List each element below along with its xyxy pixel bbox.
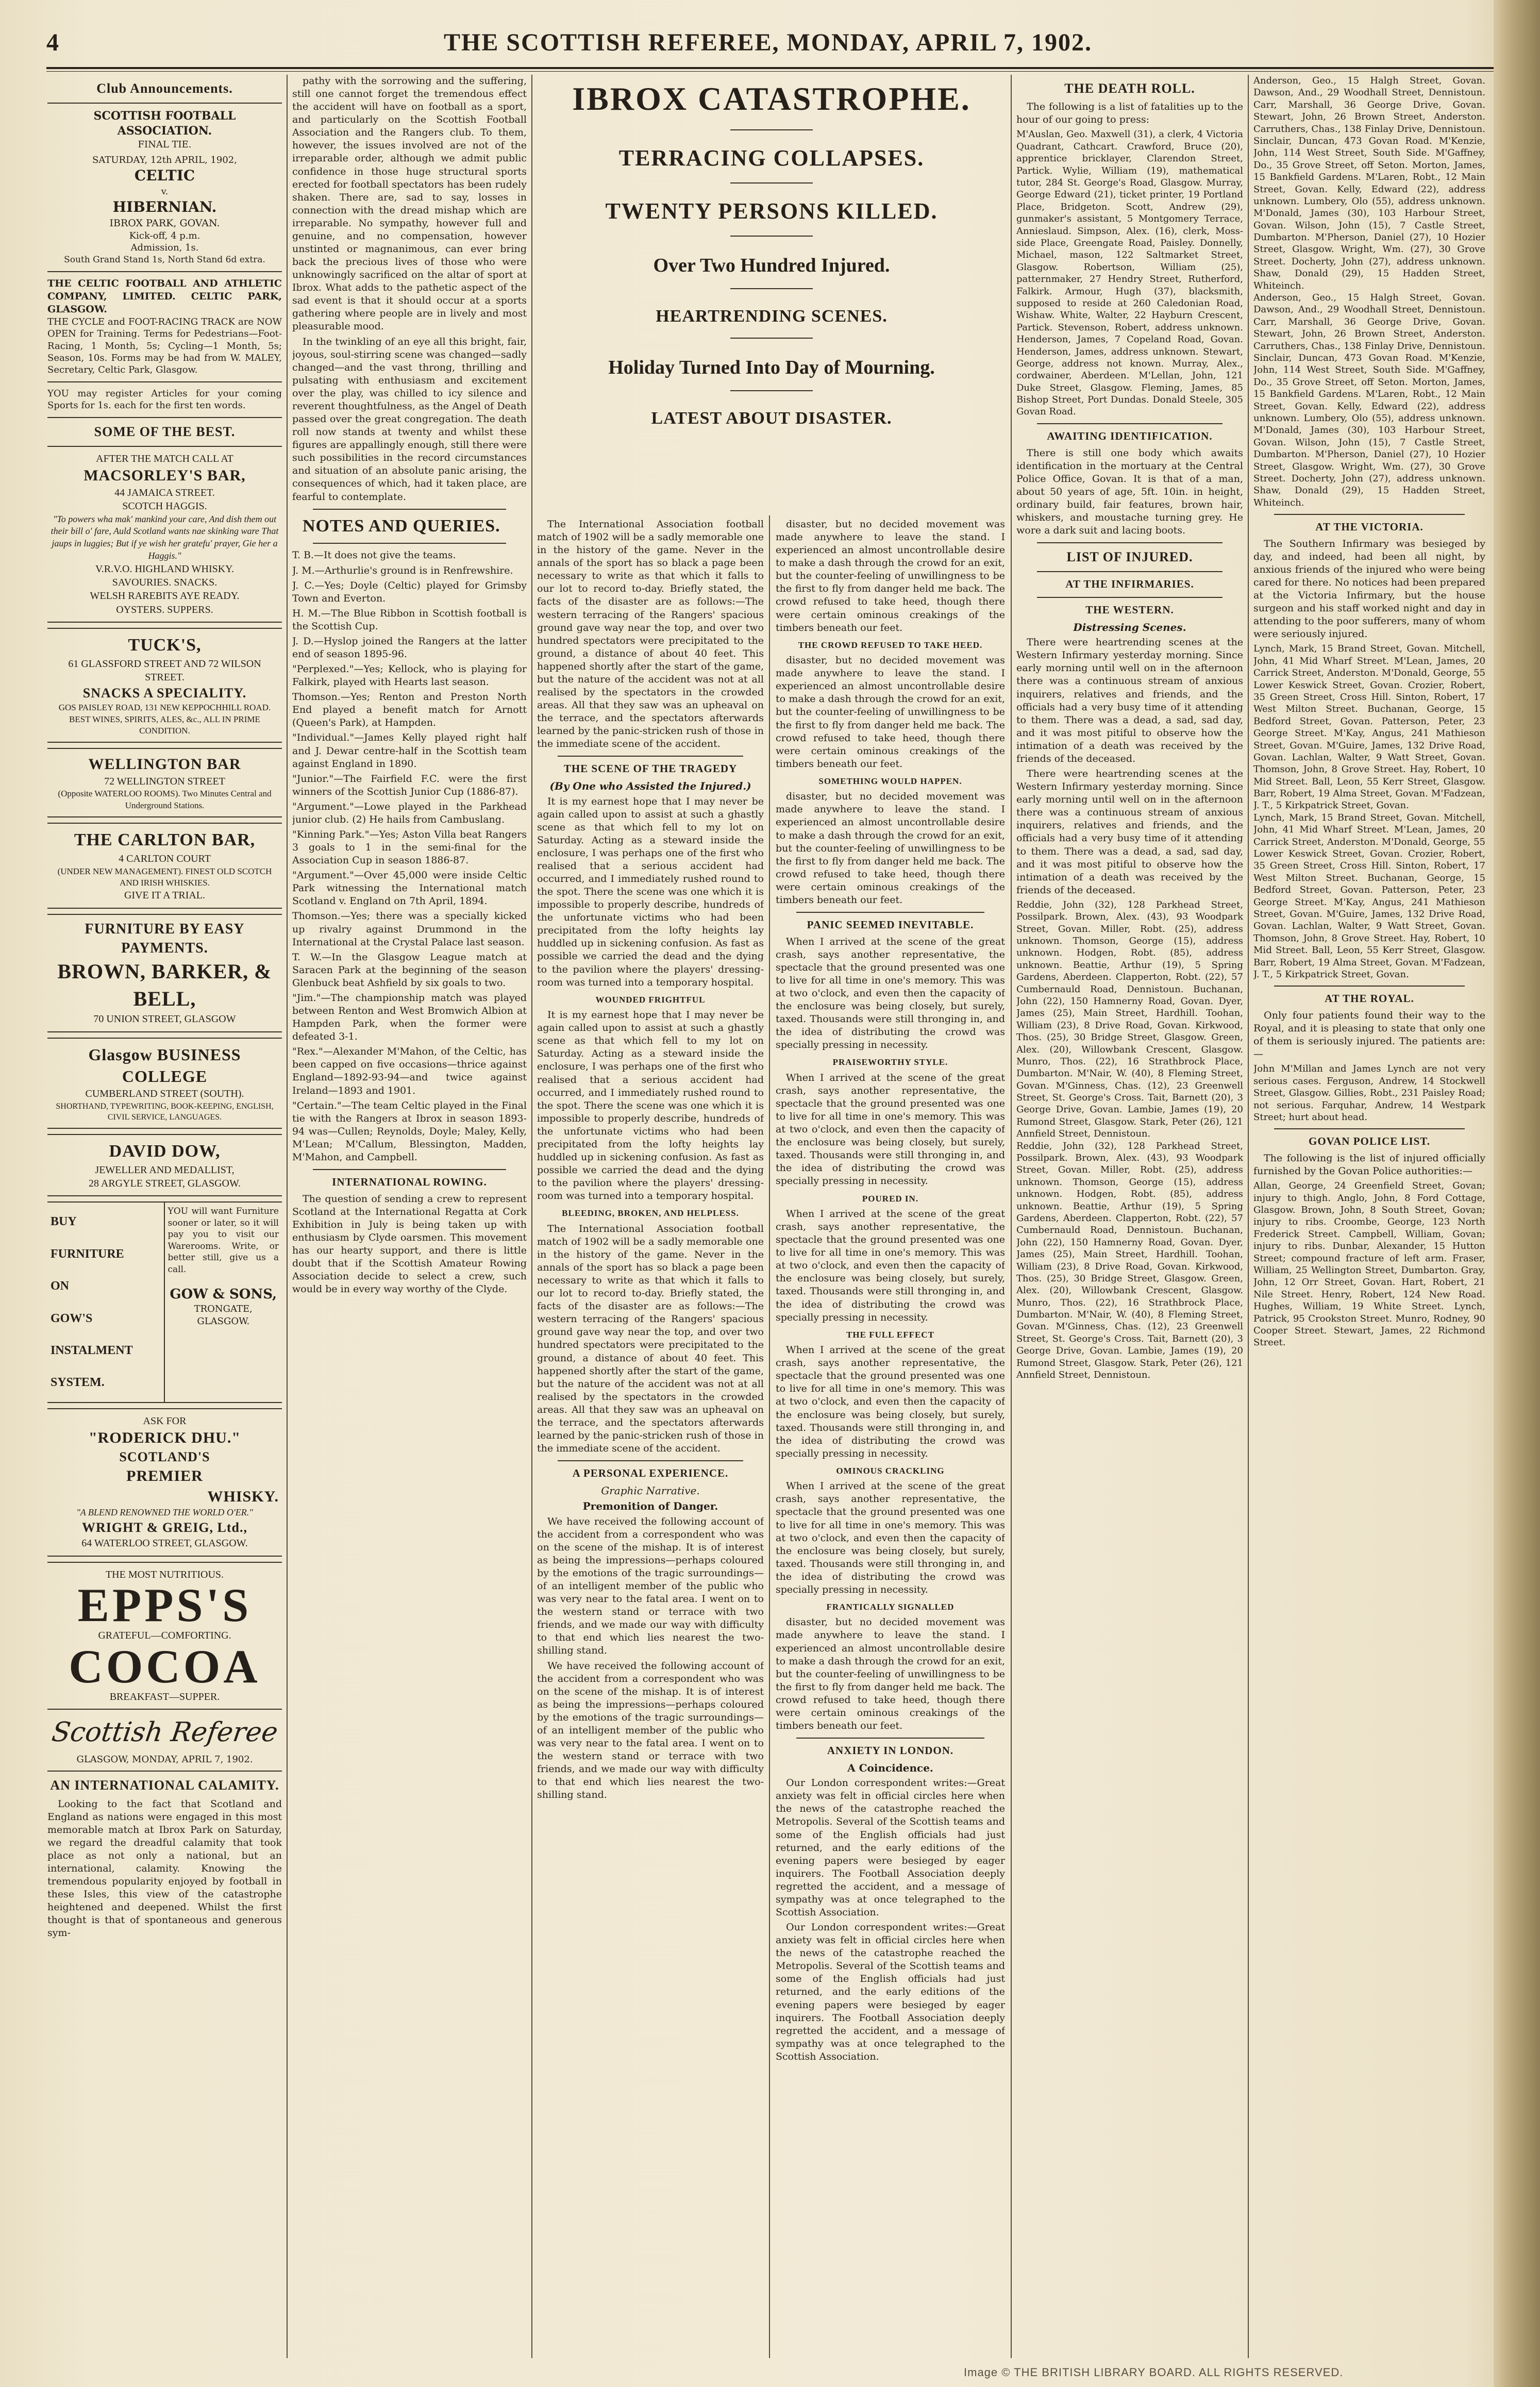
buy-word: GOW'S	[51, 1311, 93, 1325]
lead-text-repeat: The International Association football match of 1902 will be a sadly memorable one in the history of the game. Never in the annals of the sport has so black a page been necessary to write as that which it falls to our lot to record to-day. Briefly stated, the facts of the disaster are as follows:—The western terracing of the Rangers' spacious ground gave way near the top, and over two hundred spectators were precipitated to the ground, a distance of about 40 feet. This happened shortly after the start of the game, but the nature of the accident was not at all realised by the spectators in the crowded areas. All that they saw was an upheaval on the terrace, and the spectators afterwards learned by the panic-stricken rush of those in the immediate scene of the accident.	[537, 1223, 764, 1455]
royal-list: John M'Millan and James Lynch are not very serious cases. Ferguson, Andrew, 14 Stockwell Street, Glasgow. Gillies, Robt., 231 Paisley Road; not serious. Farquhar, Andrew, 14 Westpark Street; hurt about head.	[1253, 1063, 1485, 1123]
divider	[47, 381, 282, 382]
personal-text: We have received the following account of the accident from a correspondent who was on the scene of the mishap. It is of interest as being the impressions—perhaps coloured by the emotions of the tragic surroundings—of an intelligent member of the public who was very near to the fatal area. I went on to the western stand or terrace with two friends, and we made our way with difficulty to that end which lies nearest the two-shilling stand.	[537, 1515, 764, 1657]
divider	[796, 912, 984, 913]
business-college: Glasgow BUSINESS COLLEGE	[88, 1045, 241, 1086]
buy-word: FURNITURE	[51, 1247, 124, 1261]
note-item: "Argument."—Lowe played in the Parkhead junior club. (2) He hails from Cambuslang.	[292, 800, 527, 825]
divider	[47, 417, 282, 418]
divider	[730, 236, 813, 237]
wellington-address: 72 WELLINGTON STREET	[104, 776, 225, 788]
scene-subheading: (By One who Assisted the Injured.)	[549, 780, 751, 793]
after-match: AFTER THE MATCH CALL AT	[96, 453, 233, 464]
wellington-ad	[47, 748, 282, 817]
death-intro: The following is a list of fatalities up to the hour of our going to press:	[1016, 101, 1243, 126]
furniture-easy-payments: FURNITURE BY EASY PAYMENTS.	[85, 921, 245, 956]
wounded-subhead: WOUNDED FRIGHTFUL	[595, 994, 706, 1005]
tucks-name: TUCK'S,	[128, 636, 202, 655]
stands: South Grand Stand 1s, North Stand 6d extra.	[64, 255, 265, 265]
divider	[1274, 1128, 1465, 1129]
buy-word: SYSTEM.	[51, 1376, 105, 1390]
wellington-bar: WELLINGTON BAR	[88, 756, 241, 773]
scene-text-repeat: It is my earnest hope that I may never be again called upon to assist at such a ghastly scene as that which fell to my lot on Saturday. Acting as a steward inside the enclosure, I was perhaps one of the first who realised that a serious accident had occurred, and I immediately rushed round to the spot. There the scene was one which it is impossible to properly describe, hundreds of the unfortunate victims who had been precipitated from the lofty heights lay huddled up in sickening confusion. As fast as possible we carried the dead and the dying to the pavilion where the players' dressing-room was turned into a temporary hospital.	[537, 1009, 764, 1202]
david-dow: DAVID DOW,	[109, 1141, 221, 1161]
whisky-word: WHISKY.	[207, 1488, 279, 1505]
disaster-lead: The International Association football match of 1902 will be a sadly memorable one in the history of the game. Never in the annals of the sport has so black a page been necessary to write as that which it falls to our lot to record to-day. Briefly stated, the facts of the disaster are as follows:—The western terracing of the Rangers' spacious ground gave way near the top, and over two hundred spectators were precipitated to the ground, a distance of about 40 feet. This happened shortly after the start of the game, but the nature of the accident was not at all realised by the spectators in the crowded areas. All that they saw was an upheaval on the terrace, and the spectators afterwards learned by the panic-stricken rush of those in the immediate scene of the accident.	[537, 519, 764, 750]
death-list: M'Auslan, Geo. Maxwell (31), a clerk, 4 Victoria Quadrant, Cathcart. Crawford, Bruce (20), apprentice bricklayer, Clarendon Street, Partick. Wylie, William (19), mathematical tutor, 284 St. George's Road, Glasgow. Murray, George Edward (21), ticket printer, 19 Portland Place, Bridgeton. Scott, Andrew (29), gunmaker's assistant, 5 Montgomery Terrace, Annieslaud. Simpson, Alex. (16), clerk, Moss-side Place, Greengate Road, Paisley. Donnelly, Michael, mason, 122 Saltmarket Street, Glasgow. Robertson, William (25), patternmaker, 27 Hendry Street, Rutherford, Falkirk. Armour, Hugh (37), blacksmith, supposed to reside at 260 Caledonian Road, Wishaw. White, Walter, 22 Hayburn Crescent, Partick. Stevenson, Robert, address unknown. Henderson, James, 7 Copeland Road, Govan. Henderson, James, address unknown. Stewart, George, address not known. Murray, Alex., cordwainer, Aberdeen. M'Lellan, John, 121 Duke Street, Glasgow. Fleming, James, 85 Bishop Street, Port Dundas. Donald Steele, 305 Govan Road.	[1016, 129, 1243, 418]
injured-list: Reddie, John (32), 128 Parkhead Street, Possilpark. Brown, Alex. (43), 93 Woodpark Street, Govan. Miller, Robt. (25), address unknown. Thomson, George (15), address unknown. Hodgen, Robt. (85), address unknown. Beattie, Arthur (19), 5 Spring Gardens, Aberdeen. Clapperton, Robt. (22), 57 Cumbernauld Road, Dennistoun. Buchanan, John (22), 150 Hamnerny Road, Govan. Dyer, James (25), Main Street, Hardhill. Toohan, William (23), 8 Drive Road, Govan. Kirkwood, Thos. (25), 30 Bridge Street, Glasgow. Green, Alex. (20), Willowbank Crescent, Glasgow. Munro, Thos. (22), 16 Strathbrock Place, Dumbarton. M'Nair, W. (40), 8 Fleming Street, Govan. M'Ginness, Chas. (12), 23 Greenwell Street, St. George's Cross. Tait, Barnett (20), 3 George Drive, Govan. Lambie, James (19), 20 Rumond Street, Glasgow. Stark, Peter (26), 121 Annfield Street, Dennistoun.	[1016, 899, 1243, 1140]
divider	[558, 756, 743, 757]
broken-subhead: BLEEDING, BROKEN, AND HELPLESS.	[562, 1208, 739, 1218]
notes-queries-heading: NOTES AND QUERIES.	[303, 516, 500, 536]
premier: PREMIER	[126, 1467, 203, 1485]
bbb-name: BROWN, BARKER, & BELL,	[57, 959, 272, 1010]
crowd-text-repeat: disaster, but no decided movement was made anywhere to leave the stand. I experienced an almost uncontrollable desire to make a dash through the crowd for an exit, but the counter-feeling of unwillingness to be the first to fly from danger held me back. The crowd refused to take heed, though there were certain ominous creakings of the timbers beneath our feet.	[776, 655, 1005, 770]
injured-list-repeat: Reddie, John (32), 128 Parkhead Street, Possilpark. Brown, Alex. (43), 93 Woodpark Street, Govan. Miller, Robt. (25), address unknown. Thomson, George (15), address unknown. Hodgen, Robt. (85), address unknown. Beattie, Arthur (19), 5 Spring Gardens, Aberdeen. Clapperton, Robt. (22), 57 Cumbernauld Road, Dennistoun. Buchanan, John (22), 150 Hamnerny Road, Govan. Dyer, James (25), Main Street, Hardhill. Toohan, William (23), 8 Drive Road, Govan. Kirkwood, Thos. (25), 30 Bridge Street, Glasgow. Green, Alex. (20), Willowbank Crescent, Glasgow. Munro, Thos. (22), 16 Strathbrock Place, Dumbarton. M'Nair, W. (40), 8 Fleming Street, Govan. M'Ginness, Chas. (12), 23 Greenwell Street, St. George's Cross. Tait, Barnett (20), 3 George Drive, Govan. Lambie, James (19), 20 Rumond Street, Glasgow. Stark, Peter (26), 121 Annfield Street, Dennistoun.	[1016, 1140, 1243, 1381]
crowd-subhead: THE CROWD REFUSED TO TAKE HEED.	[798, 640, 983, 650]
final-tie: FINAL TIE.	[138, 139, 192, 151]
page-number: 4	[46, 29, 60, 56]
death-roll-heading: THE DEATH ROLL.	[1064, 81, 1195, 96]
epps-cocoa-ad	[47, 1562, 282, 1710]
intl-calamity-heading: AN INTERNATIONAL CALAMITY.	[50, 1778, 279, 1793]
divider	[730, 182, 813, 183]
divider	[47, 103, 282, 104]
column-5	[1253, 75, 1485, 2363]
college-address: CUMBERLAND STREET (SOUTH).	[85, 1088, 244, 1100]
macsorley-bar: MACSORLEY'S BAR,	[83, 467, 246, 485]
victoria-list: Lynch, Mark, 15 Brand Street, Govan. Mitchell, John, 41 Mid Wharf Street. M'Lean, James, 20 Carrick Street, Anderston. M'Donald, George, 55 Lower Keswick Street, Govan. Crozier, Robert, 35 Green Street, Cross Hill. Sinton, Robert, 17 West Milton Street. Buchanan, George, 15 Bedford Street, Govan. Patterson, Peter, 23 George Street. M'Kay, Angus, 241 Mathieson Street, Govan. M'Guire, James, 132 Drive Road, Govan. Lachlan, Walter, 9 Watt Street, Govan. Thomson, John, 8 Grove Street. Hay, Robert, 10 Mid Street. Ball, Leon, 55 Kerr Street, Glasgow. Barr, Robert, 19 Alma Street, Govan. M'Fadzean, J. T., 5 Kirkpatrick Street, Govan.	[1253, 643, 1485, 811]
panic-text-repeat-4: When I arrived at the scene of the great crash, says another representative, the spectacle that the ground presented was one to live for all time in one's memory. This was at two o'clock, and even then the capacity of the enclosure was being closely, but surely, taxed. Thousands were still thronging in, and the idea of distributing the crowd was specially pressing in necessity.	[776, 1480, 1005, 1595]
column-4	[1016, 75, 1243, 2363]
tucks-snacks: SNACKS A SPECIALITY.	[82, 685, 247, 700]
coincidence: A Coincidence.	[847, 1761, 933, 1774]
roderick-dhu: "RODERICK DHU."	[89, 1429, 241, 1447]
note-item: J. M.—Arthurlie's ground is in Renfrewshire.	[292, 564, 513, 576]
masthead-rule	[46, 67, 1495, 69]
crowd-text-repeat-2: disaster, but no decided movement was made anywhere to leave the stand. I experienced an almost uncontrollable desire to make a dash through the crowd for an exit, but the counter-feeling of unwillingness to be the first to fly from danger held me back. The crowd refused to take heed, though there were certain ominous creakings of the timbers beneath our feet.	[776, 791, 1005, 906]
celtic-club-heading: THE CELTIC FOOTBALL AND ATHLETIC COMPANY, LIMITED. CELTIC PARK, GLASGOW.	[47, 277, 282, 315]
divider	[1037, 542, 1223, 543]
blend-renowned: "A BLEND RENOWNED THE WORLD O'ER."	[76, 1507, 253, 1518]
headline-block	[537, 75, 1006, 513]
buy-words	[47, 1203, 165, 1401]
paper-date: GLASGOW, MONDAY, APRIL 7, 1902.	[76, 1754, 253, 1765]
divider	[47, 271, 282, 272]
most-nutritious: THE MOST NUTRITIOUS.	[105, 1568, 224, 1580]
editorial-text-2: In the twinkling of an eye all this bright, fair, joyous, soul-stirring scene was changed—sadly changed—and the vast throng, thrilling and pulsating with enthusiasm and excitement over the play, was chilled to icy silence and reverent thoughtfulness, as the Angel of Death passed over the great congregation. The death roll now stands at twenty and whilst these figures are appallingly enough, still there were such possibilities in the record circumstances and situation of an absolute panic arising, the consequences of which, had it taken place, are fearful to contemplate.	[292, 336, 527, 503]
book-spine	[1494, 0, 1540, 2387]
ominous-subhead: OMINOUS CRACKLING	[836, 1465, 945, 1476]
headline-injured: Over Two Hundred Injured.	[653, 255, 890, 276]
royal-text: Only four patients found their way to the Royal, and it is pleasing to state that only one of them is seriously injured. The patients are:—	[1253, 1010, 1485, 1060]
gow-text-block	[165, 1203, 282, 1401]
divider	[313, 1169, 506, 1170]
intl-rowing-heading: INTERNATIONAL ROWING.	[332, 1175, 487, 1188]
you-notice: YOU may register Articles for your coming Sports for 1s. each for the first ten words.	[47, 388, 282, 411]
macsorley-address: 44 JAMAICA STREET.	[114, 487, 215, 498]
note-item: J. C.—Yes; Doyle (Celtic) played for Grimsby Town and Everton.	[292, 579, 527, 604]
sfa-final-ad	[47, 109, 282, 265]
awaiting-heading: AWAITING IDENTIFICATION.	[1047, 429, 1213, 442]
divider	[558, 1460, 743, 1461]
note-item: T. B.—It does not give the teams.	[292, 549, 456, 561]
epps-name: EPPS'S	[77, 1579, 252, 1632]
column-1	[47, 75, 282, 2363]
grateful-comforting: GRATEFUL—COMFORTING.	[98, 1630, 231, 1642]
paper-logo-block	[47, 1715, 282, 1765]
anxiety-text: Our London correspondent writes:—Great anxiety was felt in official circles here when the news of the catastrophe reached the Metropolis. Several of the Scottish teams and some of the English officials had just returned, and the early editions of the evening papers were besieged by eager inquirers. The Football Association deeply regretted the accident, and a message of sympathy was at once telegraphed to the Scottish Association.	[776, 1777, 1005, 1918]
masthead	[46, 28, 1489, 64]
column-divider	[769, 515, 770, 2358]
note-item: "Rex."—Alexander M'Mahon, of the Celtic, has been capped on five occasions—thrice against England—1892-93-94—and twice against Ireland—1893 and 1901.	[292, 1046, 527, 1096]
oysters: OYSTERS. SUPPERS.	[116, 604, 213, 615]
savouries: SAVOURIES. SNACKS.	[112, 576, 217, 588]
team-hibernian: HIBERNIAN.	[112, 198, 217, 215]
dd-address: 28 ARGYLE STREET, GLASGOW.	[89, 1178, 241, 1190]
anxiety-text-repeat: Our London correspondent writes:—Great anxiety was felt in official circles here when the news of the catastrophe reached the Metropolis. Several of the Scottish teams and some of the English officials had just returned, and the early editions of the evening papers were besieged by eager inquirers. The Football Association deeply regretted the accident, and a message of sympathy was at once telegraphed to the Scottish Association.	[776, 1922, 1005, 2062]
gows-furniture-ad	[47, 1201, 282, 1403]
college-subjects: SHORTHAND, TYPEWRITING, BOOK-KEEPING, ENGLISH, CIVIL SERVICE, LANGUAGES.	[56, 1101, 274, 1122]
govan-list: Allan, George, 24 Greenfield Street, Govan; injury to thigh. Anglo, John, 8 Ford Cottage, Glasgow. Brown, John, 8 South Street, Govan; injury to ribs. Croombe, George, 123 North Frederick Street. Campbell, William, Govan; injury to ribs. Dunbar, Alexander, 15 Hutton Street; compound fracture of left arm. Fraser, William, 25 Wellington Street, Dumbarton. Gray, John, 12 Orr Street, Govan. Hart, Robert, 21 Nile Street. Henry, Robert, 124 New Road. Hughes, William, 19 White Street. Lynch, Patrick, 95 Crookston Street. Munro, Rodney, 90 Cooper Street. Stewart, James, 22 Richmond Street.	[1253, 1180, 1485, 1348]
rarebits: WELSH RAREBITS AYE READY.	[90, 590, 240, 602]
note-item: Thomson.—Yes; Renton and Preston North End played a benefit match for Arnott (Queen's Park), at Hampden.	[292, 691, 527, 729]
headline-killed: TWENTY PERSONS KILLED.	[605, 198, 938, 224]
some-of-the-best: SOME OF THE BEST.	[94, 424, 236, 439]
distressing-scenes: Distressing Scenes.	[1073, 621, 1186, 633]
cocoa-word: COCOA	[69, 1640, 261, 1693]
wellington-note: (Opposite WATERLOO ROOMS). Two Minutes Central and Underground Stations.	[58, 789, 272, 810]
divider	[313, 509, 506, 510]
note-item: "Jim."—The championship match was played between Renton and West Bromwich Albion at Hampden Park, when the former were defeated 3-1.	[292, 992, 527, 1043]
divider	[730, 129, 813, 130]
full-effect-subhead: THE FULL EFFECT	[846, 1329, 934, 1340]
divider	[1037, 597, 1223, 598]
injured-heading: LIST OF INJURED.	[1066, 549, 1193, 565]
victoria-list-repeat: Lynch, Mark, 15 Brand Street, Govan. Mitchell, John, 41 Mid Wharf Street. M'Lean, James, 20 Carrick Street, Anderston. M'Donald, George, 55 Lower Keswick Street, Govan. Crozier, Robert, 35 Green Street, Cross Hill. Sinton, Robert, 17 West Milton Street. Buchanan, George, 15 Bedford Street, Govan. Patterson, Peter, 23 George Street. M'Kay, Angus, 241 Mathieson Street, Govan. M'Guire, James, 132 Drive Road, Govan. Lachlan, Walter, 9 Watt Street, Govan. Thomson, John, 8 Grove Street. Hay, Robert, 10 Mid Street. Ball, Leon, 55 Kerr Street, Glasgow. Barr, Robert, 19 Alma Street, Govan. M'Fadzean, J. T., 5 Kirkpatrick Street, Govan.	[1253, 812, 1485, 980]
rowing-text: The question of sending a crew to represent Scotland at the International Regatta at Cork Exhibition in July is being taken up with enthusiasm by Clyde oarsmen. This movement has our hearty support, and there is little doubt that if the Scottish Amateur Rowing Association decide to select a crew, such would be in every way worthy of the Clyde.	[292, 1193, 527, 1295]
club-announcements-heading: Club Announcements.	[96, 81, 233, 96]
victoria-heading: AT THE VICTORIA.	[1315, 521, 1424, 533]
personal-experience-heading: A PERSONAL EXPERIENCE.	[572, 1467, 729, 1480]
gow-sons: GOW & SONS,	[170, 1287, 277, 1303]
royal-heading: AT THE ROYAL.	[1325, 992, 1414, 1005]
headline-terracing: TERRACING COLLAPSES.	[618, 145, 925, 171]
david-dow-ad	[47, 1134, 282, 1197]
buy-word: ON	[51, 1279, 69, 1293]
note-item: "Perplexed."—Yes; Kellock, who is playing for Falkirk, played with Hearts last season.	[292, 663, 527, 688]
wright-greig: WRIGHT & GREIG, Ltd.,	[81, 1520, 247, 1535]
divider	[730, 288, 813, 289]
note-item: J. D.—Hyslop joined the Rangers at the latter end of season 1895-96.	[292, 635, 527, 660]
column-3a	[537, 518, 764, 2363]
admission: Admission, 1s.	[130, 242, 199, 254]
frantic-subhead: FRANTICALLY SIGNALLED	[826, 1601, 955, 1612]
note-item: "Junior."—The Fairfield F.C. were the first winners of the Scottish Junior Cup (1886-87).	[292, 773, 527, 797]
govan-text: The following is the list of injured officially furnished by the Govan Police authorities:—	[1253, 1153, 1485, 1177]
note-item: T. W.—In the Glasgow League match at Saracen Park at the beginning of the season Glenbuck beat Ashfield by six goals to two.	[292, 951, 527, 989]
divider	[1037, 571, 1223, 572]
govan-heading: GOVAN POLICE LIST.	[1308, 1135, 1431, 1148]
column-2	[292, 75, 527, 2363]
note-item: Thomson.—Yes; there was a specially kicked up rivalry against Drummond in the International at the Crystal Palace last season.	[292, 910, 527, 948]
bbb-address: 70 UNION STREET, GLASGOW	[93, 1013, 236, 1025]
awaiting-text: There is still one body which awaits identification in the mortuary at the Central Police Office, Govan. It is that of a man, about 50 years of age, 5ft. 10in. in height, ordinary build, fair features, brown hair, whiskers, and moustache turning grey. He wore a dark suit and lacing boots.	[1016, 447, 1243, 537]
carlton-note: (UNDER NEW MANAGEMENT). FINEST OLD SCOTCH AND IRISH WHISKIES.	[57, 866, 272, 888]
note-item: "Argument."—Over 45,000 were inside Celtic Park witnessing the International match Scotland v. England on 7th April, 1894.	[292, 870, 527, 907]
column-divider	[1248, 75, 1249, 2358]
western-injured-list: Anderson, Geo., 15 Halgh Street, Govan. Dawson, And., 29 Woodhall Street, Dennistoun. Carr, Marshall, 36 George Drive, Govan. Stewart, John, 26 Brown Street, Anderston. Carruthers, Chas., 138 Finlay Drive, Dennistoun. Sinclair, Duncan, 473 Govan Road. M'Kenzie, John, 114 West Street, South Side. M'Gaffney, Do., 35 Grove Street, off Seton. Morton, James, 15 Bankfield Gardens. M'Laren, Robt., 12 Main Street, Govan. Kelly, Edward (22), address unknown. Lumbery, Olo (55), address unknown. M'Donald, James (30), 103 Harbour Street, Govan. Wilson, John (15), 7 Castle Street, Dumbarton. M'Pherson, Daniel (27), 10 Hozier Street, Glasgow. Wright, Wm. (27), 30 Grove Street. Docherty, John (27), address unknown. Shaw, Donald (29), 15 Hadden Street, Whiteinch.	[1253, 75, 1485, 291]
wright-address: 64 WATERLOO STREET, GLASGOW.	[81, 1538, 248, 1549]
premonition: Premonition of Danger.	[582, 1500, 718, 1513]
scotch-haggis: SCOTCH HAGGIS.	[122, 500, 207, 512]
western-heading: THE WESTERN.	[1085, 604, 1174, 616]
column-divider	[287, 75, 288, 2358]
venue: IBROX PARK, GOVAN.	[109, 217, 220, 229]
something-subhead: SOMETHING WOULD HAPPEN.	[818, 776, 962, 786]
buy-word: INSTALMENT	[51, 1344, 133, 1358]
panic-text-repeat-2: When I arrived at the scene of the great crash, says another representative, the spectacle that the ground presented was one to live for all time in one's memory. This was at two o'clock, and even then the capacity of the enclosure was being closely, but surely, taxed. Thousands were still thronging in, and the idea of distributing the crowd was specially pressing in necessity.	[776, 1208, 1005, 1323]
headline-scenes: HEARTRENDING SCENES.	[656, 307, 888, 326]
tucks-more: GOS PAISLEY ROAD, 131 NEW KEPPOCHHILL ROAD. BEST WINES, SPIRITS, ALES, &c., ALL IN PRIME CONDITION.	[58, 703, 271, 736]
paper-logo: Scottish Referee	[49, 1716, 280, 1748]
divider	[313, 543, 506, 544]
furniture-ad	[47, 914, 282, 1032]
jeweller: JEWELLER AND MEDALLIST,	[95, 1164, 235, 1176]
poured-subhead: POURED IN.	[862, 1193, 919, 1204]
headline-mourning: Holiday Turned Into Day of Mourning.	[608, 357, 935, 378]
column-divider	[531, 75, 532, 2358]
panic-heading: PANIC SEEMED INEVITABLE.	[807, 918, 974, 931]
note-item: "Kinning Park."—Yes; Aston Villa beat Rangers 3 goals to 1 in the semi-final for the Association Cup in season 1886-87.	[292, 829, 527, 866]
carlton-address: 4 CARLTON COURT	[119, 853, 211, 865]
note-item: "Certain."—The team Celtic played in the Final tie with the Rangers at Ibrox in season 1893-94 was—Cullen; Reynolds, Doyle; Maley, Kelly, M'Lean; M'Callum, Blessington, Madden, M'Mahon, and Campbell.	[292, 1099, 527, 1163]
panic-text-repeat: When I arrived at the scene of the great crash, says another representative, the spectacle that the ground presented was one to live for all time in one's memory. This was at two o'clock, and even then the capacity of the enclosure was being closely, but surely, taxed. Thousands were still thronging in, and the idea of distributing the crowd was specially pressing in necessity.	[776, 1072, 1005, 1187]
roderick-dhu-ad	[47, 1408, 282, 1557]
carlton-ad	[47, 823, 282, 909]
crowd-text-repeat-3: disaster, but no decided movement was made anywhere to leave the stand. I experienced an almost uncontrollable desire to make a dash through the crowd for an exit, but the counter-feeling of unwillingness to be the first to fly from danger held me back. The crowd refused to take heed, though there were certain ominous creakings of the timbers beneath our feet.	[776, 1616, 1005, 1732]
kickoff: Kick-off, 4 p.m.	[129, 230, 200, 241]
ask-for: ASK FOR	[143, 1415, 187, 1427]
team-celtic: CELTIC	[134, 166, 195, 184]
gow-address: TRONGATE, GLASGOW.	[194, 1304, 253, 1327]
tucks-ad	[47, 628, 282, 743]
scene-heading: THE SCENE OF THE TRAGEDY	[563, 762, 738, 775]
breakfast-supper: BREAKFAST—SUPPER.	[109, 1691, 220, 1702]
panic-text: When I arrived at the scene of the great crash, says another representative, the spectacle that the ground presented was one to live for all time in one's memory. This was at two o'clock, and even then the capacity of the enclosure was being closely, but surely, taxed. Thousands were still thronging in, and the idea of distributing the crowd was specially pressing in necessity.	[776, 936, 1005, 1051]
scotlands: SCOTLAND'S	[119, 1449, 210, 1464]
haggis-poem: "To powers wha mak' mankind your care, And dish them out their bill o' fare, Auld Scotland wants nae skinking ware That jaups in luggies; But if ye wish her gratefu' prayer, Gie her a Haggis."	[51, 513, 279, 561]
western-injured-list-repeat: Anderson, Geo., 15 Halgh Street, Govan. Dawson, And., 29 Woodhall Street, Dennistoun. Carr, Marshall, 36 George Drive, Govan. Stewart, John, 26 Brown Street, Anderston. Carruthers, Chas., 138 Finlay Drive, Dennistoun. Sinclair, Duncan, 473 Govan Road. M'Kenzie, John, 114 West Street, South Side. M'Gaffney, Do., 35 Grove Street, off Seton. Morton, James, 15 Bankfield Gardens. M'Laren, Robt., 12 Main Street, Govan. Kelly, Edward (22), address unknown. Lumbery, Olo (55), address unknown. M'Donald, James (30), 103 Harbour Street, Govan. Wilson, John (15), 7 Castle Street, Dumbarton. M'Pherson, Daniel (27), 10 Hozier Street, Glasgow. Wright, Wm. (27), 30 Grove Street. Docherty, John (27), address unknown. Shaw, Donald (29), 15 Hadden Street, Whiteinch.	[1253, 292, 1485, 508]
personal-text-repeat: We have received the following account of the accident from a correspondent who was on the scene of the mishap. It is of interest as being the impressions—perhaps coloured by the emotions of the tragic surroundings—of an intelligent member of the public who was very near to the fatal area. I went on to the western stand or terrace with two friends, and we made our way with difficulty to that end which lies nearest the two-shilling stand.	[537, 1660, 764, 1801]
final-date: SATURDAY, 12th APRIL, 1902,	[92, 155, 237, 166]
editorial-text: pathy with the sorrowing and the suffering, still one cannot forget the tremendous effect the accident will have on football as a sport, and particularly on the Scottish Football Association and the Rangers club. To them, however, the issues involved are not of the irreparable order, although we admit public confidence in those huge structural sports erected for football spectators has been rudely shaken. There are, sad to say, losses in connection with the dread mishap which are irreparable. No sympathy, however full and genuine, and no compensation, however unstinted or magnanimous, can ever bring back the precious lives of those who were unknowingly sacrificed on the altar of sport at Ibrox. What adds to the pathetic aspect of the sad event is that it should occur at a sports gathering where people are in lively and most pleasurable mood.	[292, 75, 527, 332]
tucks-address: 61 GLASSFORD STREET AND 72 WILSON STREET.	[68, 658, 261, 683]
gow-text: YOU will want Furniture sooner or later, so it will pay you to visit our Warerooms. Write, or better still, give us a call.	[168, 1206, 279, 1275]
sfa-title: SCOTTISH FOOTBALL ASSOCIATION.	[93, 109, 236, 138]
give-trial: GIVE IT A TRIAL.	[124, 890, 206, 902]
western-text-repeat: There were heartrending scenes at the Western Infirmary yesterday morning. Since early morning until well on in the afternoon there was a continuous stream of anxious inquirers, relatives and friends, and the officials had a very busy time of it attending to them. There was a dead, a sad, sad day, and it was most pitiful to observe how the intimation of a death was received by the friends of the deceased.	[1016, 768, 1243, 896]
crowd-text: disaster, but no decided movement was made anywhere to leave the stand. I experienced an almost uncontrollable desire to make a dash through the crowd for an exit, but the counter-feeling of unwillingness to be the first to fly from danger held me back. The crowd refused to take heed, though there were certain ominous creakings of the timbers beneath our feet.	[776, 519, 1005, 633]
column-3b	[776, 518, 1005, 2363]
divider	[47, 1771, 282, 1772]
masthead-title: THE SCOTTISH REFEREE, MONDAY, APRIL 7, 1902.	[443, 29, 1093, 56]
anxiety-heading: ANXIETY IN LONDON.	[827, 1744, 954, 1757]
macsorley-ad	[47, 446, 282, 623]
divider	[730, 390, 813, 391]
business-college-ad	[47, 1038, 282, 1129]
divider	[1274, 986, 1465, 987]
celtic-club-text: THE CYCLE and FOOT-RACING TRACK are NOW OPEN for Training. Terms for Pedestrians—Foot-Racing, 1 Month, 5s; Cycling—1 Month, 5s; Season, 10s. Forms may be had from W. MALEY, Secretary, Celtic Park, Glasgow.	[47, 316, 282, 376]
highland-whisky: V.R.V.O. HIGHLAND WHISKY.	[95, 563, 235, 575]
graphic-narrative: Graphic Narrative.	[601, 1484, 700, 1497]
note-item: "Individual."—James Kelly played right half and J. Dewar centre-half in the Scottish team against England in 1890.	[292, 732, 527, 770]
divider	[796, 1738, 984, 1739]
headline-title: IBROX CATASTROPHE.	[572, 80, 971, 117]
western-text: There were heartrending scenes at the Western Infirmary yesterday morning. Since early morning until well on in the afternoon there was a continuous stream of anxious inquirers, relatives and friends, and the officials had a very busy time of it attending to them. There was a dead, a sad, sad day, and it was most pitiful to observe how the intimation of a death was received by the friends of the deceased.	[1016, 637, 1243, 764]
carlton-bar: THE CARLTON BAR,	[74, 830, 256, 850]
buy-word: BUY	[51, 1215, 77, 1229]
panic-text-repeat-3: When I arrived at the scene of the great crash, says another representative, the spectacle that the ground presented was one to live for all time in one's memory. This was at two o'clock, and even then the capacity of the enclosure was being closely, but surely, taxed. Thousands were still thronging in, and the idea of distributing the crowd was specially pressing in necessity.	[776, 1344, 1005, 1459]
victoria-text: The Southern Infirmary was besieged by day, and indeed, had been all night, by anxious friends of the injured who were being cared for there. No notices had been prepared at the Victoria Infirmary, but the house surgeon and his staff worked night and day in attending to the poor sufferers, many of whom were seriously injured.	[1253, 538, 1485, 640]
praiseworthy-subhead: PRAISEWORTHY STYLE.	[832, 1057, 948, 1067]
scene-text: It is my earnest hope that I may never be again called upon to assist at such a ghastly scene as that which fell to my lot on Saturday. Acting as a steward inside the enclosure, I was perhaps one of the first who realised that a serious accident had occurred, and I immediately rushed round to the spot. There the scene was one which it is impossible to properly describe, hundreds of the unfortunate victims who had been precipitated from the lofty heights lay huddled up in sickening confusion. As fast as possible we carried the dead and the dying to the pavilion where the players' dressing-room was turned into a temporary hospital.	[537, 795, 764, 988]
headline-latest: LATEST ABOUT DISASTER.	[651, 409, 892, 428]
divider	[1037, 423, 1223, 424]
masthead-rule-thin	[46, 71, 1495, 72]
divider	[730, 338, 813, 339]
divider	[1274, 514, 1465, 515]
versus: v.	[161, 186, 169, 197]
image-credit: Image © THE BRITISH LIBRARY BOARD. ALL RIGHTS RESERVED.	[964, 2366, 1344, 2379]
column-divider	[1011, 75, 1012, 2358]
calamity-text: Looking to the fact that Scotland and England as nations were engaged in this most memorable match at Ibrox Park on Saturday, we regard the dreadful calamity that took place as not only a national, but an international, calamity. Knowing the tremendous popularity enjoyed by football in these Isles, this view of the catastrophe heightened and deepened. Whilst the first thought is that of spontaneous and generous sym-	[47, 1798, 282, 1939]
note-item: H. M.—The Blue Ribbon in Scottish football is the Scottish Cup.	[292, 607, 527, 632]
infirmaries-heading: AT THE INFIRMARIES.	[1065, 578, 1194, 591]
